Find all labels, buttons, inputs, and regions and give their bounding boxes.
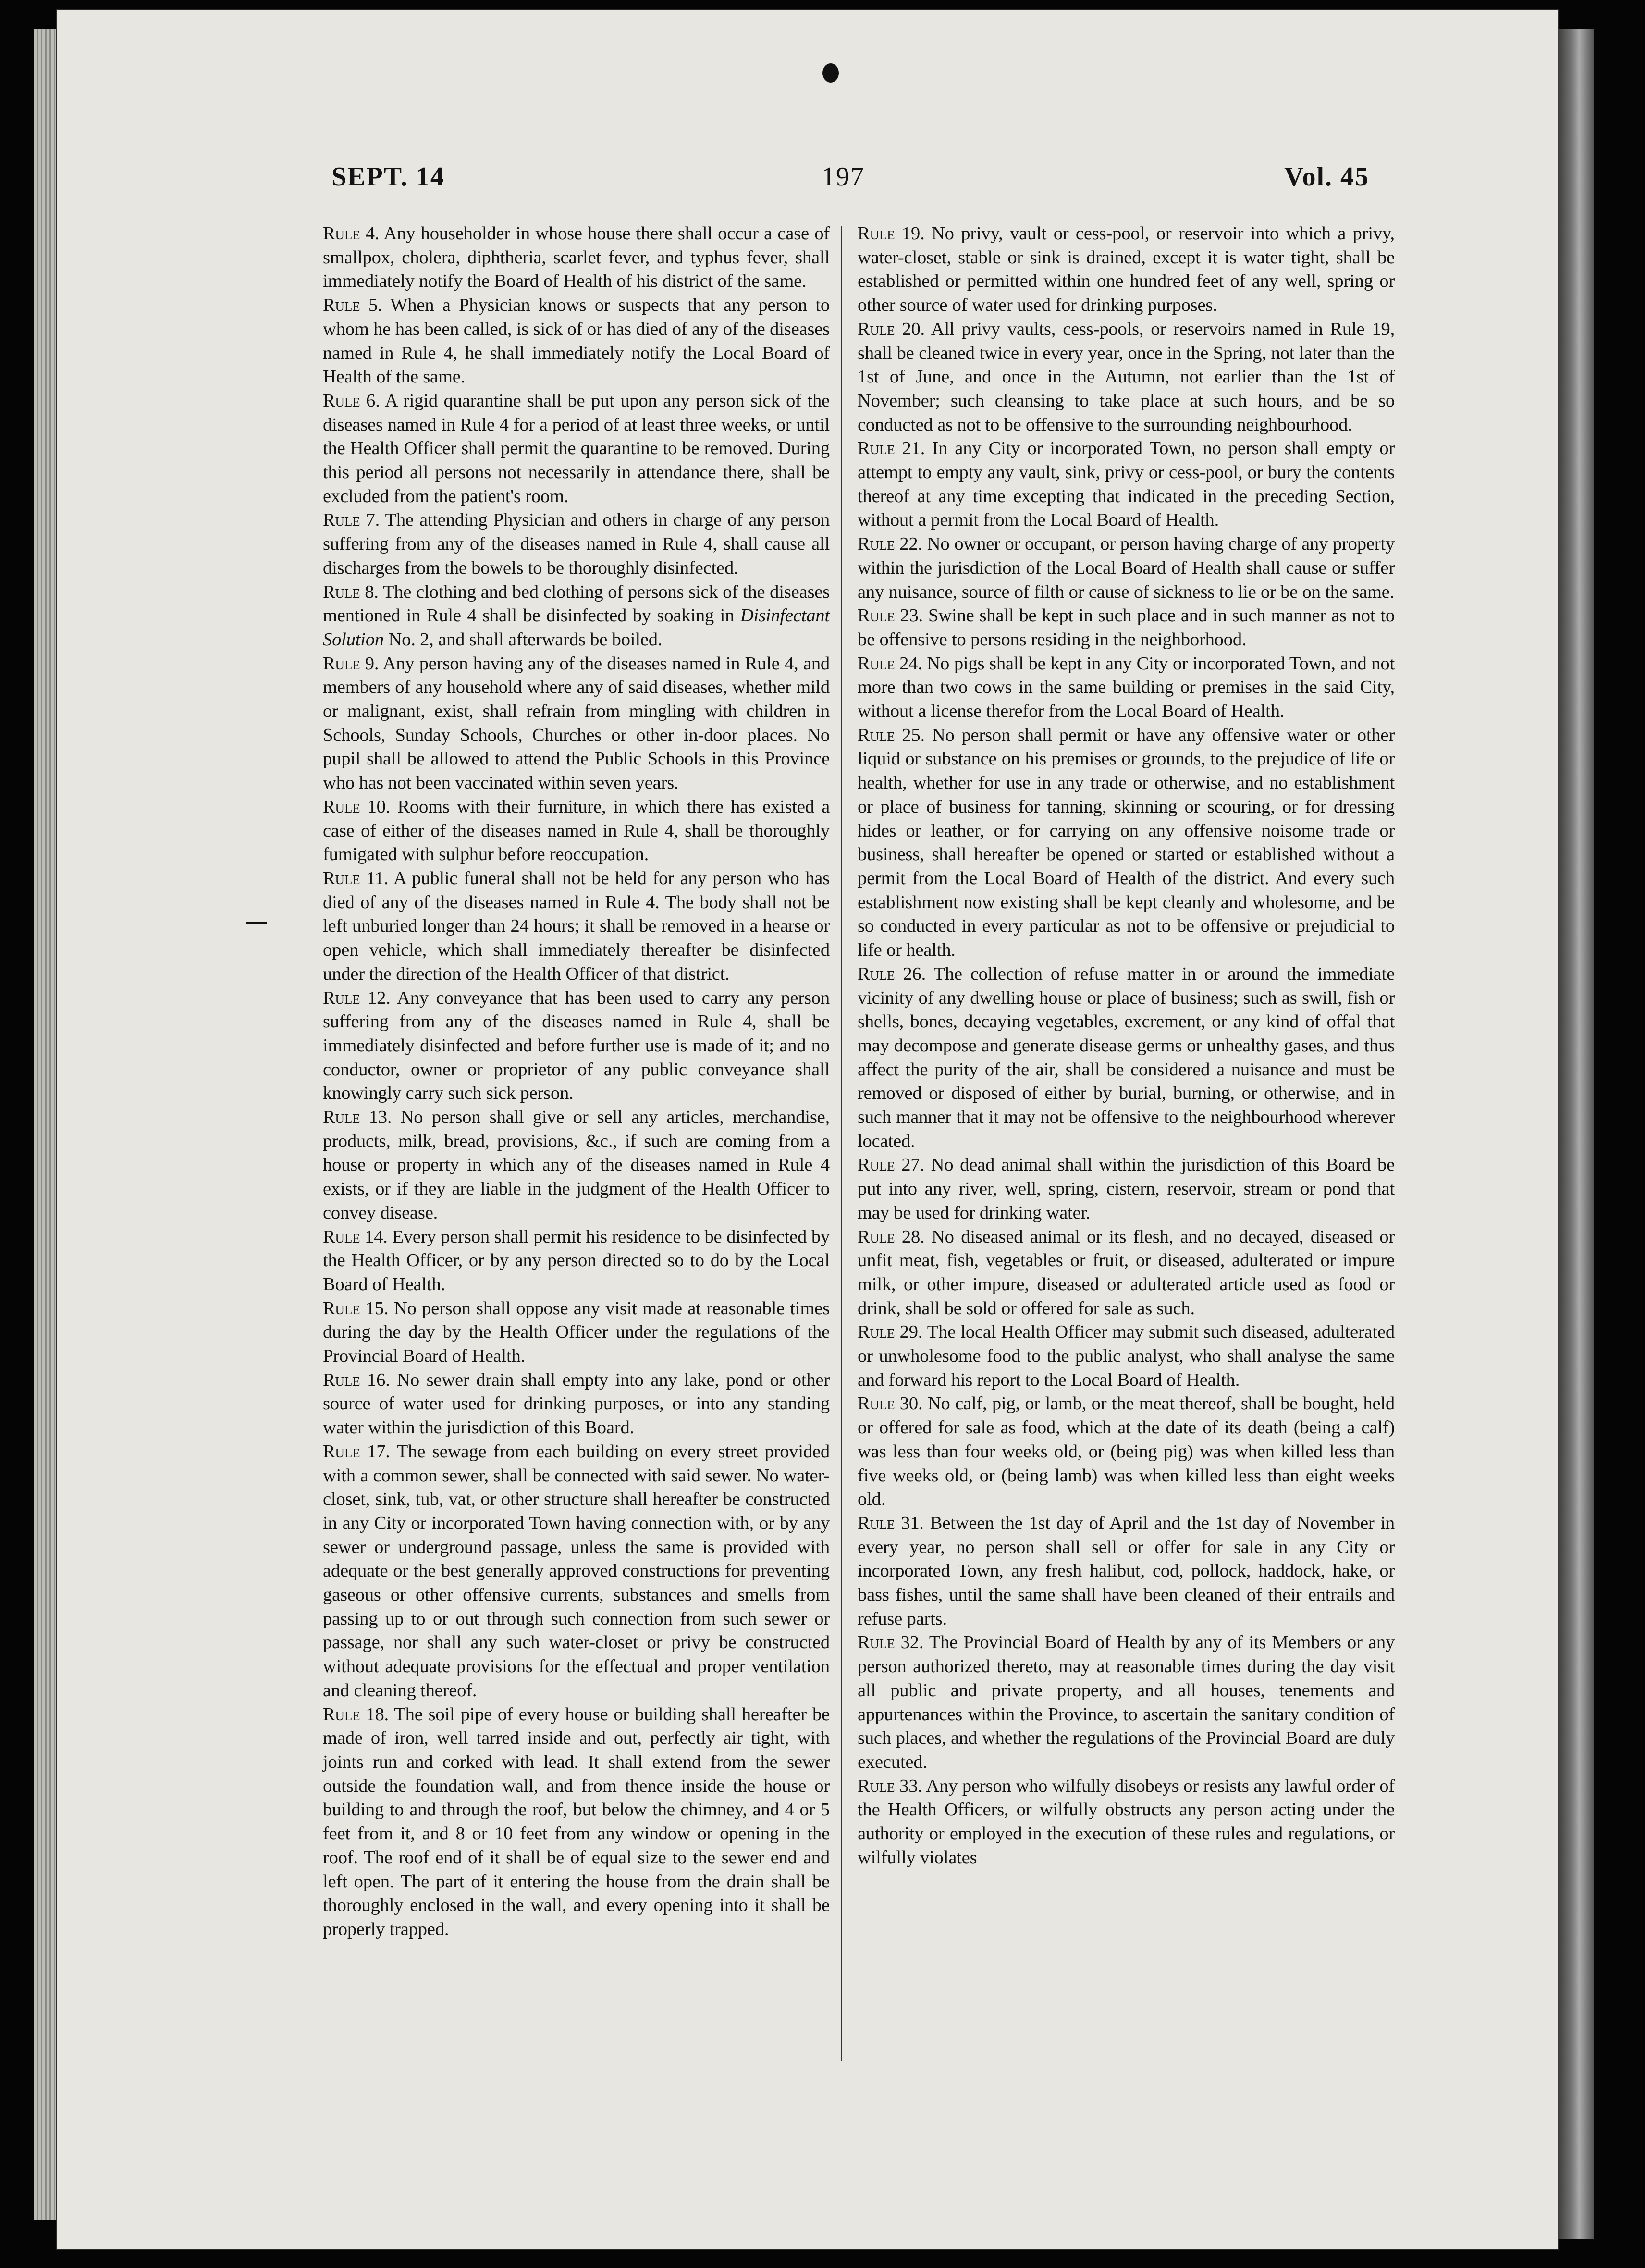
rule-paragraph <box>858 1512 1395 1631</box>
rule-label: Rule 26. <box>858 963 926 984</box>
rule-text: No pigs shall be kept in any City or incorporated Town, and not more than two cows in the same building or premises in the said City, without a license therefor from the Local Board of Health. <box>858 653 1395 722</box>
rule-text: A rigid quarantine shall be put upon any person sick of the diseases named in Rule 4 for a period of at least three weeks, or until the Health Officer shall permit the quarantine to be removed. During this period all persons not necessarily in attendance there, shall be excluded from the patient's room. <box>323 390 830 506</box>
margin-mark <box>246 922 267 924</box>
rule-paragraph <box>323 867 830 986</box>
page-header <box>331 158 1369 201</box>
rule-text: The local Health Officer may submit such diseased, adulterated or unwholesome food to the public analyst, who shall analyse the same and forward his report to the Local Board of Health. <box>858 1322 1395 1390</box>
rule-paragraph <box>858 1775 1395 1870</box>
rule-paragraph <box>858 1153 1395 1225</box>
page-number: 197 <box>822 162 865 192</box>
rule-paragraph <box>858 318 1395 437</box>
rule-label: Rule 23. <box>858 605 923 626</box>
rule-label: Rule 13. <box>323 1107 392 1128</box>
rule-paragraph <box>858 1631 1395 1774</box>
rule-paragraph <box>858 532 1395 604</box>
rule-label: Rule 21. <box>858 438 925 459</box>
rule-paragraph <box>323 1368 830 1440</box>
rule-label: Rule 33. <box>858 1775 922 1796</box>
rule-label: Rule 14. <box>323 1226 388 1247</box>
rule-label: Rule 4. <box>323 223 380 244</box>
rule-label: Rule 5. <box>323 295 382 316</box>
rule-label: Rule 6. <box>323 390 380 411</box>
rule-paragraph <box>323 222 830 294</box>
rule-text: No privy, vault or cess-pool, or reservoir into which a privy, water-closet, stable or sink is drained, except it is water tight, shall be established or permitted within one hundred feet of any well, spring or other source of water used for drinking purposes. <box>858 223 1395 316</box>
rule-text: The attending Physician and others in charge of any person suffering from any of the diseases named in Rule 4, shall cause all discharges from the bowels to be thoroughly disinfected. <box>323 510 830 578</box>
rule-paragraph <box>323 1225 830 1297</box>
rule-text: Any person who wilfully disobeys or resists any lawful order of the Health Officers, or wilfully obstructs any person acting under the authority or employed in the execution of these rules and regulations, or wilfully violates <box>858 1775 1395 1868</box>
rule-paragraph <box>323 294 830 389</box>
rule-text: Any person having any of the diseases named in Rule 4, and members of any household where any of said diseases, whether mild or malignant, exist, shall refrain from mingling with children in Schools, Sunday Schools, Churches or other in-door places. No pupil shall be allowed to attend the Public Schools in this Province who has not been vaccinated within seven years. <box>323 653 830 793</box>
rule-paragraph <box>858 1225 1395 1321</box>
rule-text: No calf, pig, or lamb, or the meat thereof, shall be bought, held or offered for sale as food, which at the date of its death (being a calf) was less than four weeks old, or (being pig) was when killed less than five weeks old, or (being lamb) was when killed less than eight weeks old. <box>858 1393 1395 1510</box>
rule-text: Any householder in whose house there shall occur a case of smallpox, cholera, diphtheria, scarlet fever, and typhus fever, shall immediately notify the Board of Health of his district of the same. <box>323 223 830 292</box>
rule-paragraph <box>858 437 1395 532</box>
rule-label: Rule 18. <box>323 1704 389 1725</box>
rule-label: Rule 20. <box>858 319 925 339</box>
rule-text: No person shall oppose any visit made at reasonable times during the day by the Health Officer under the regulations of the Provincial Board of Health. <box>323 1298 830 1367</box>
rule-text: No person shall permit or have any offensive water or other liquid or substance on his premises or grounds, to the prejudice of life or health, whether for use in any trade or otherwise, and no establishment or place of business for tanning, skinning or scouring, or for dressing hides or leather, or for carrying on any offensive noisome trade or business, shall hereafter be opened or started or established without a permit from the Local Board of Health of the district. And every such establishment now existing shall be kept cleanly and wholesome, and be so conducted in every particular as not to be offensive or prejudicial to life or health. <box>858 725 1395 961</box>
rule-text: When a Physician knows or suspects that any person to whom he has been called, is sick of or has died of any of the diseases named in Rule 4, he shall immediately notify the Local Board of Health of the same. <box>323 295 830 387</box>
rule-label: Rule 12. <box>323 987 391 1008</box>
rule-label: Rule 31. <box>858 1513 924 1533</box>
rule-paragraph <box>323 795 830 867</box>
rule-paragraph <box>323 1440 830 1703</box>
rule-label: Rule 16. <box>323 1369 390 1390</box>
rule-text: Any conveyance that has been used to carry any person suffering from any of the diseases named in Rule 4, shall be immediately disinfected and before further use is made of it; and no conductor, owner or proprietor of any public conveyance shall knowingly carry such sick person. <box>323 987 830 1104</box>
rule-label: Rule 25. <box>858 725 925 745</box>
rule-label: Rule 10. <box>323 796 391 817</box>
rule-label: Rule 29. <box>858 1322 923 1343</box>
rule-text: Every person shall permit his residence to be disinfected by the Health Officer, or by any person directed so to do by the Local Board of Health. <box>323 1226 830 1294</box>
rule-text: The soil pipe of every house or building shall hereafter be made of iron, well tarred inside and out, perfectly air tight, with joints run and corked with lead. It shall extend from the sewer outside the foundation wall, and from thence inside the house or building to and through the roof, but below the chimney, and 4 or 5 feet from it, and 8 or 10 feet from any window or opening in the roof. The roof end of it shall be of equal size to the sewer end and left open. The part of it entering the house from the drain shall be thoroughly enclosed in the wall, and every opening into it shall be properly trapped. <box>323 1704 830 1939</box>
rule-label: Rule 9. <box>323 653 379 674</box>
rule-label: Rule 24. <box>858 653 922 674</box>
volume-number: Vol. 45 <box>1284 162 1369 192</box>
rule-text: Swine shall be kept in such place and in such manner as not to be offensive to persons residing in the neighborhood. <box>858 605 1395 650</box>
left-column <box>323 222 830 1942</box>
rule-italic-text: Disinfectant Solution <box>323 605 830 650</box>
rule-text: Between the 1st day of April and the 1st day of November in every year, no person shall sell or offer for sale in any City or incorporated Town, any fresh halibut, cod, pollock, haddock, hake, or bass fishes, until the same shall have been cleaned of their entrails and refuse parts. <box>858 1513 1395 1629</box>
rule-label: Rule 7. <box>323 510 380 530</box>
rule-text: The sewage from each building on every street provided with a common sewer, shall be connected with said sewer. No water-closet, sink, tub, vat, or other structure shall hereafter be constructed in any City or incorporated Town having connection with, or by any sewer or underground passage, unless the same is provided with adequate or the best generally approved constructions for preventing gaseous or other offensive currents, substances and smells from passing up to or out through such connection from such sewer or passage, nor shall any such water-closet or privy be constructed without adequate provisions for the effectual and proper ventilation and cleaning thereof. <box>323 1441 830 1701</box>
rule-text-continued: No. 2, and shall afterwards be boiled. <box>384 629 663 650</box>
binding-hole <box>822 63 839 83</box>
rule-label: Rule 11. <box>323 868 389 888</box>
rule-text: No diseased animal or its flesh, and no decayed, diseased or unfit meat, fish, vegetables or fruit, or diseased, adulterated or impure milk, or other impure, diseased or adulterated article used as food or drink, shall be sold or offered for sale as such. <box>858 1226 1395 1319</box>
rule-paragraph <box>323 508 830 580</box>
rule-text: All privy vaults, cess-pools, or reservoirs named in Rule 19, shall be cleaned twice in every year, once in the Spring, not later than the 1st of June, and once in the Autumn, not earlier than the 1st of November; such cleansing to take place at such hours, and be so conducted as not to be offensive to the surrounding neighbourhood. <box>858 319 1395 435</box>
rule-label: Rule 15. <box>323 1298 389 1319</box>
rule-text: No sewer drain shall empty into any lake, pond or other source of water used for drinking purposes, or into any standing water within the jurisdiction of this Board. <box>323 1369 830 1438</box>
rule-paragraph <box>858 1320 1395 1392</box>
right-column <box>858 222 1395 1870</box>
rule-paragraph <box>323 986 830 1106</box>
rule-paragraph <box>323 1297 830 1368</box>
rule-text: Rooms with their furniture, in which there has existed a case of either of the diseases named in Rule 4, shall be thoroughly fumigated with sulphur before reoccupation. <box>323 796 830 865</box>
rule-paragraph <box>858 222 1395 318</box>
rule-text: The clothing and bed clothing of persons sick of the diseases mentioned in Rule 4 shall be disinfected by soaking in <box>323 581 830 626</box>
rule-text: The collection of refuse matter in or around the immediate vicinity of any dwelling house or place of business; such as swill, fish or shells, bones, decaying vegetables, excrement, or any kind of offal that may decompose and generate disease germs or unhealthy gases, and thus affect the purity of the air, shall be considered a nuisance and must be removed or disposed of either by burial, burning, or otherwise, and in such manner that it may not be offensive to the neighbourhood wherever located. <box>858 963 1395 1151</box>
rule-paragraph <box>323 652 830 795</box>
rule-paragraph <box>858 962 1395 1154</box>
rule-paragraph <box>858 724 1395 962</box>
rule-text: No person shall give or sell any articles, merchandise, products, milk, bread, provisions, &c., if such are coming from a house or property in which any of the diseases named in Rule 4 exists, or if they are liable in the judgment of the Health Officer to convey disease. <box>323 1107 830 1223</box>
rule-text: A public funeral shall not be held for any person who has died of any of the diseases named in Rule 4. The body shall not be left unburied longer than 24 hours; it shall be removed in a hearse or open vehicle, which shall immediately thereafter be disinfected under the direction of the Health Officer of that district. <box>323 868 830 984</box>
rule-paragraph <box>323 1106 830 1225</box>
rule-label: Rule 19. <box>858 223 925 244</box>
rule-text: No dead animal shall within the jurisdiction of this Board be put into any river, well, spring, cistern, reservoir, stream or pond that may be used for drinking water. <box>858 1155 1395 1223</box>
rule-label: Rule 32. <box>858 1632 924 1653</box>
column-divider <box>841 226 842 2061</box>
rule-paragraph <box>858 652 1395 724</box>
rule-paragraph <box>858 604 1395 652</box>
rule-label: Rule 28. <box>858 1226 925 1247</box>
book-spine <box>1558 29 1594 2239</box>
rule-text: No owner or occupant, or person having charge of any property within the jurisdiction of the Local Board of Health shall cause or suffer any nuisance, source of filth or cause of sickness to lie or be on the same. <box>858 534 1395 602</box>
rule-paragraph <box>323 1703 830 1942</box>
rule-label: Rule 8. <box>323 581 379 602</box>
rule-text: The Provincial Board of Health by any of its Members or any person authorized thereto, may at reasonable times during the day visit all public and private property, and all houses, tenements and appurtenances within the Province, to ascertain the sanitary condition of such places, and whether the regulations of the Provincial Board are duly executed. <box>858 1632 1395 1772</box>
rule-label: Rule 22. <box>858 534 922 555</box>
rule-label: Rule 27. <box>858 1155 924 1175</box>
rule-text: In any City or incorporated Town, no person shall empty or attempt to empty any vault, sink, privy or cess-pool, or bury the contents thereof at any time excepting that indicated in the preceding Section, without a permit from the Local Board of Health. <box>858 438 1395 530</box>
rule-label: Rule 17. <box>323 1441 390 1462</box>
rule-paragraph <box>323 580 830 652</box>
rule-paragraph <box>323 389 830 509</box>
header-date: SEPT. 14 <box>331 162 445 192</box>
rule-paragraph <box>858 1392 1395 1512</box>
rule-label: Rule 30. <box>858 1393 923 1414</box>
